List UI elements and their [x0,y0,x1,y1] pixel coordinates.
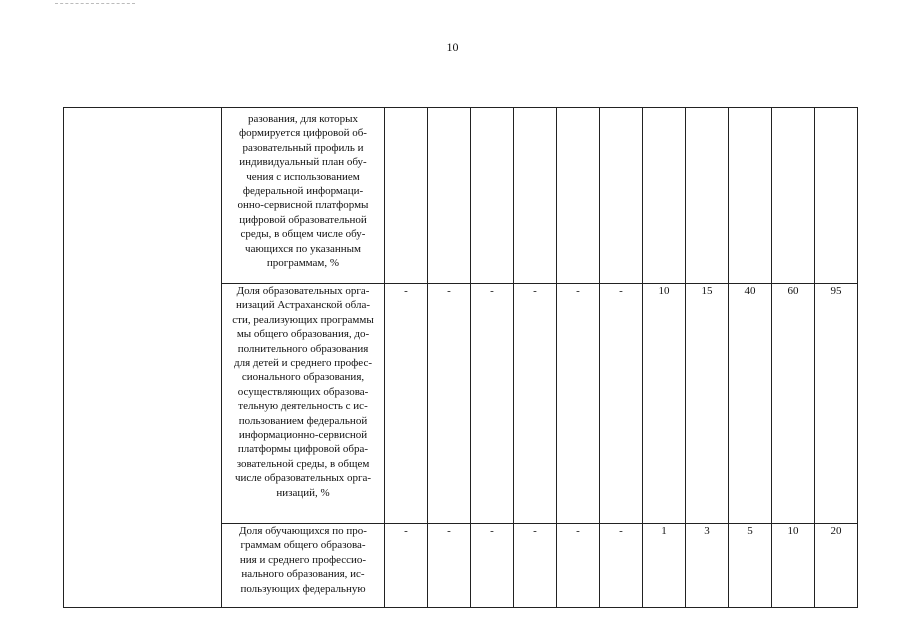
value-cell [729,108,772,284]
value-cell [471,108,514,284]
value-cell [428,108,471,284]
value-cell: 10 [772,524,815,608]
value-cell [385,108,428,284]
value-cell: - [385,284,428,524]
value-cell [643,108,686,284]
indicator-description-cell: Доля образовательных орга- низаций Астраханской обла- сти, реализующих программы мы общего образования, до- полнительного образования для детей и среднего профес- сионального образования, осуществляющих образова- тельную деятельность с ис- пользованием федеральной информационно-сервисной платформы цифровой обра- зовательной среды, в общем числе образовательных орга- низаций, % [222,284,385,524]
value-cell: 5 [729,524,772,608]
indicator-table [63,107,858,608]
value-cell: - [428,524,471,608]
value-cell: - [557,524,600,608]
value-cell: 60 [772,284,815,524]
value-cell: 15 [686,284,729,524]
page-edge-marks [55,3,135,6]
page-number: 10 [446,40,459,54]
indicator-description-cell: Доля обучающихся по про- граммам общего образова- ния и среднего профессио- нального образования, ис- пользующих федеральную [222,524,385,608]
value-cell: - [471,284,514,524]
value-cell: 20 [815,524,858,608]
value-cell: - [600,524,643,608]
value-cell [557,108,600,284]
value-cell: 10 [643,284,686,524]
value-cell [772,108,815,284]
value-cell: 1 [643,524,686,608]
value-cell: - [514,524,557,608]
value-cell: 40 [729,284,772,524]
value-cell [815,108,858,284]
value-cell [514,108,557,284]
value-cell [600,108,643,284]
table-row [64,108,858,284]
value-cell: - [557,284,600,524]
value-cell: - [428,284,471,524]
indicator-description-cell: разования, для которых формируется цифровой об- разовательный профиль и индивидуальный план обу- чения с использованием федеральной информаци- онно-сервисной платформы цифровой образовательной среды, в общем числе обу- чающихся по указанным программам, % [222,108,385,284]
value-cell: - [514,284,557,524]
value-cell: 95 [815,284,858,524]
value-cell: - [471,524,514,608]
value-cell: - [385,524,428,608]
value-cell: 3 [686,524,729,608]
value-cell: - [600,284,643,524]
value-cell [686,108,729,284]
merged-empty-cell [64,108,222,608]
